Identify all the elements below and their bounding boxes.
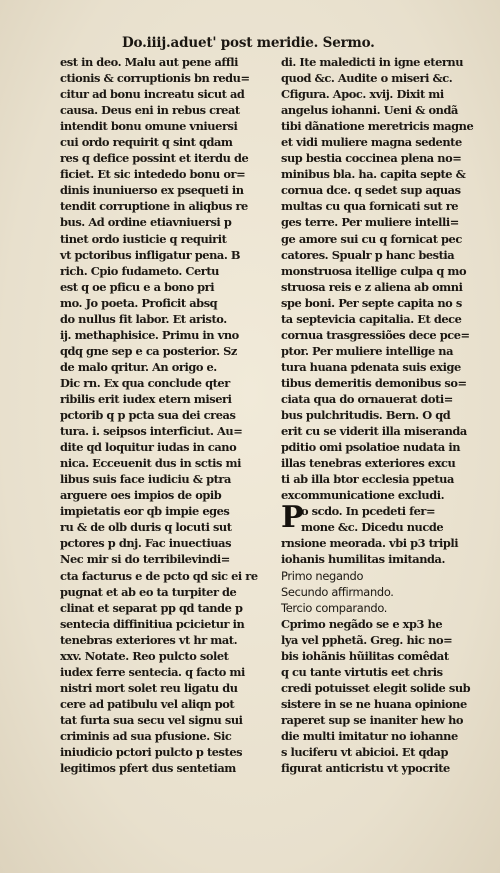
text-line: ti ab illa btor ecclesia ppetua xyxy=(281,472,454,487)
text-line: tibi dãnatione meretricis magne xyxy=(281,119,474,134)
text-line: citur ad bonu increatu sicut ad xyxy=(60,87,245,102)
text-line: cornua dce. q sedet sup aquas xyxy=(281,183,461,198)
text-line: ij. methaphisice. Primu in vno xyxy=(60,327,239,342)
text-line: illas tenebras exteriores excu xyxy=(281,456,456,471)
text-line: lya vel pphetã. Greg. hic no= xyxy=(281,632,453,647)
text-line: Cfigura. Apoc. xvij. Dixit mi xyxy=(281,87,444,102)
text-line: tendit corruptione in aliqbus re xyxy=(60,199,248,214)
text-line: Primo negando xyxy=(281,568,364,583)
text-line: libus suis face iudiciu & ptra xyxy=(60,472,231,487)
text-line: clinat et separat pp qd tande p xyxy=(60,600,243,615)
text-line: impietatis eor qb impie eges xyxy=(60,504,230,519)
text-line: quod &c. Audite o miseri &c. xyxy=(281,71,453,86)
text-line: tura. i. seipsos interficiut. Au= xyxy=(60,424,243,439)
text-line: causa. Deus eni in rebus creat xyxy=(60,103,240,118)
text-line: di. Ite maledicti in igne eternu xyxy=(281,55,464,69)
text-line: cere ad patibulu vel aliqn pot xyxy=(60,696,235,711)
text-line: rich. Cpio fudameto. Certu xyxy=(60,263,219,278)
text-line: iohanis humilitas imitanda. xyxy=(281,552,445,567)
text-line: bus pulchritudis. Bern. O qd xyxy=(281,408,451,423)
text-line: o scdo. In pcedeti fer= P xyxy=(281,500,436,536)
text-line: excommunicatione excludi. xyxy=(281,488,445,503)
right-text-column xyxy=(281,54,486,776)
text-line: dinis inuniuerso ex psequeti in xyxy=(60,183,244,198)
text-line: cui ordo requirit q sint qdam xyxy=(60,135,233,150)
text-line: dite qd loquitur iudas in cano xyxy=(60,440,237,455)
text-line: cta facturus e de pcto qd sic ei re xyxy=(60,568,258,583)
text-line: Cprimo negãdo se e xp3 he xyxy=(281,616,443,631)
text-line: tat furta sua secu vel signu sui xyxy=(60,712,243,727)
text-line: erit cu se viderit illa miseranda xyxy=(281,424,467,439)
text-line: pctores p dnj. Fac inuectiuas xyxy=(60,536,232,551)
text-line: cornua trasgressiões dece pce= xyxy=(281,327,470,342)
text-line: struosa reis e z aliena ab omni xyxy=(281,279,463,294)
text-line: do nullus fit labor. Et aristo. xyxy=(60,311,227,326)
text-line: tura huana pdenata suis exige xyxy=(281,359,461,374)
text-line: criminis ad sua pfusione. Sic xyxy=(60,728,232,743)
text-line: Nec mir si do terribilevindi= xyxy=(60,552,230,567)
text-line: Secundo affirmando. xyxy=(281,584,394,599)
text-line: angelus iohanni. Ueni & ondã xyxy=(281,103,458,118)
text-line: tinet ordo iusticie q requirit xyxy=(60,231,227,246)
text-line: raperet sup se inaniter hew ho xyxy=(281,712,464,727)
text-line: est in deo. Malu aut pene affli xyxy=(60,55,239,69)
text-line: Dic rn. Ex qua conclude qter xyxy=(60,375,230,390)
text-line: mo. Jo poeta. Proficit absq xyxy=(60,295,218,310)
text-line: pditio omi psolatioe nudata in xyxy=(281,440,461,455)
text-line: arguere oes impios de opib xyxy=(60,488,222,503)
text-line: ges terre. Per muliere intelli= xyxy=(281,215,459,230)
text-line: ficiet. Et sic intededo bonu or= xyxy=(60,167,246,182)
text-line: res q defice possint et iterdu de xyxy=(60,151,249,166)
text-line: nica. Ecceuenit dus in sctis mi xyxy=(60,456,241,471)
text-line: ciata qua do ornauerat doti= xyxy=(281,391,453,406)
text-line: ctionis & corruptionis bn redu= xyxy=(60,71,250,86)
text-line: ptor. Per muliere intellige na xyxy=(281,343,454,358)
text-line: s luciferu vt abicioi. Et qdap xyxy=(281,745,448,760)
text-line: rnsione meorada. vbi p3 tripli xyxy=(281,536,459,551)
text-line: ge amore sui cu q fornicat pec xyxy=(281,231,462,246)
text-line: q cu tante virtutis eet chris xyxy=(281,664,443,679)
text-line: iniudicio pctori pulcto p testes xyxy=(60,745,243,760)
text-line: pctorib q p pcta sua dei creas xyxy=(60,408,236,423)
text-line: sentecia diffinitiua pcicietur in xyxy=(60,616,245,631)
text-line: monstruosa itellige culpa q mo xyxy=(281,263,467,278)
text-line: bus. Ad ordine etiavniuersi p xyxy=(60,215,232,230)
left-text-column xyxy=(60,54,270,776)
text-line: nistri mort solet reu ligatu du xyxy=(60,680,238,695)
text-line: vt pctoribus infligatur pena. B xyxy=(60,247,241,262)
text-line: tenebras exteriores vt hr mat. xyxy=(60,632,238,647)
text-line: ru & de olb duris q locuti sut xyxy=(60,520,232,535)
text-line: spe boni. Per septe capita no s xyxy=(281,295,462,310)
text-line: mone &c. Dicedu nucde xyxy=(301,520,444,535)
text-line: legitimos pfert dus sentetiam xyxy=(60,761,236,776)
text-line: minibus bla. ha. capita septe & xyxy=(281,167,466,182)
text-line: catores. Spualr p hanc bestia xyxy=(281,247,455,262)
text-line: bis iohãnis hũilitas comêdat xyxy=(281,648,449,663)
text-line: sup bestia coccinea plena no= xyxy=(281,151,462,166)
text-line: ta septevicia capitalia. Et dece xyxy=(281,311,462,326)
text-line: ribilis erit iudex etern miseri xyxy=(60,391,232,406)
text-line: multas cu qua fornicati sut re xyxy=(281,199,459,214)
running-header: Do.iiij.aduet' post meridie. Sermo. xyxy=(122,35,375,51)
text-line: intendit bonu omune vniuersi xyxy=(60,119,238,134)
text-line: tibus demeritis demonibus so= xyxy=(281,375,467,390)
text-line: qdq gne sep e ca posterior. Sz xyxy=(60,343,237,358)
text-line: Tercio comparando. xyxy=(281,600,388,615)
text-line: pugnat et ab eo ta turpiter de xyxy=(60,584,237,599)
text-line: die multi imitatur no iohanne xyxy=(281,728,458,743)
text-line: iudex ferre sentecia. q facto mi xyxy=(60,664,245,679)
text-line: est q oe pficu e a bono pri xyxy=(60,279,215,294)
text-line: xxv. Notate. Reo pulcto solet xyxy=(60,648,229,663)
text-line: et vidi muliere magna sedente xyxy=(281,135,462,150)
drop-cap-initial: P xyxy=(281,500,304,536)
text-line: de malo qritur. An origo e. xyxy=(60,359,217,374)
text-line: credi potuisset elegit solide sub xyxy=(281,680,471,695)
text-line: sistere in se ne huana opinione xyxy=(281,696,467,711)
text-line: figurat anticristu vt ypocrite xyxy=(281,761,450,776)
